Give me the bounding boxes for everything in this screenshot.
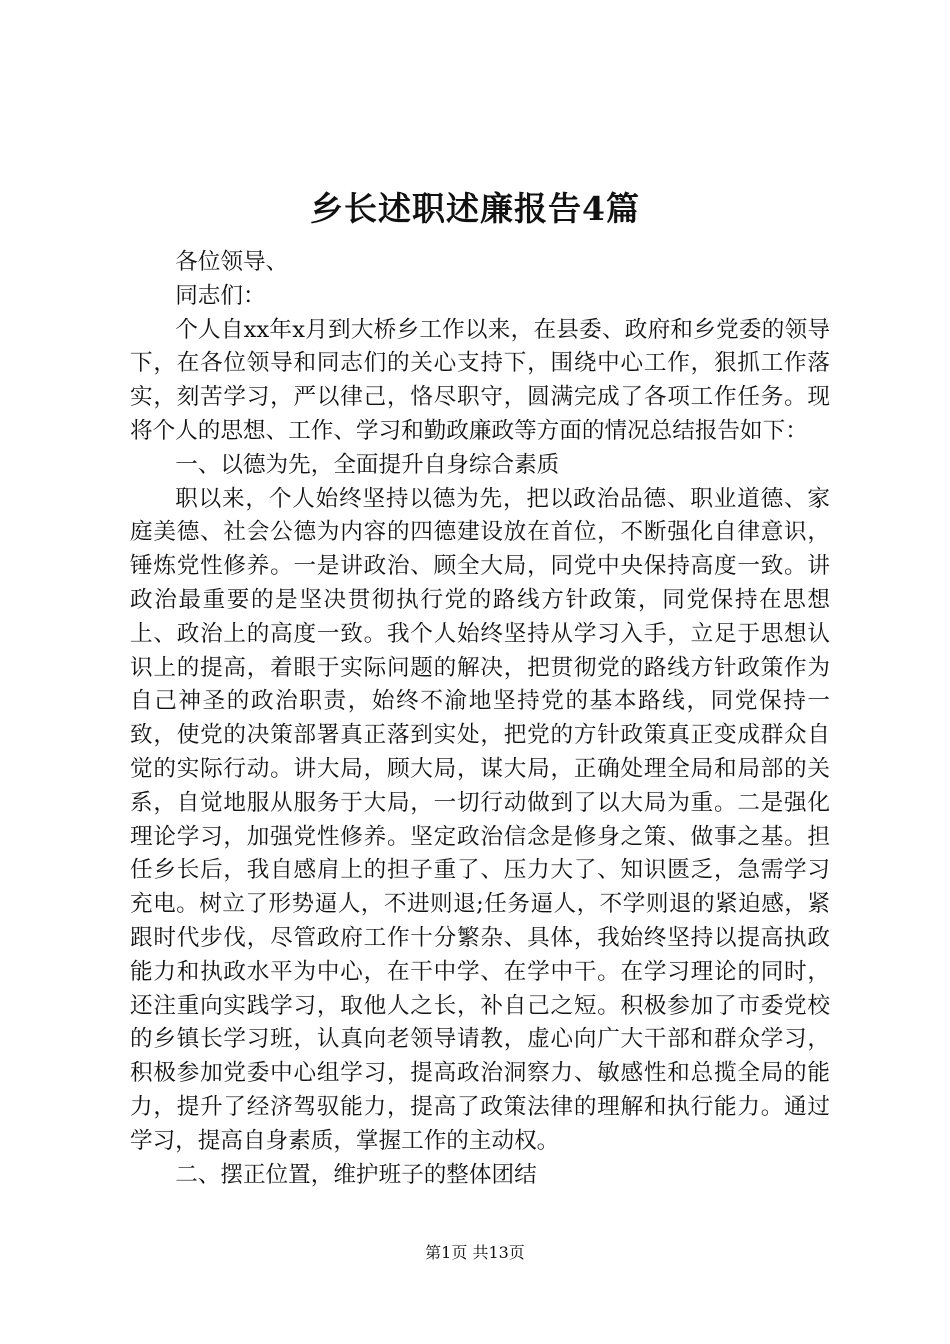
section-heading: 二、摆正位置，维护班子的整体团结: [175, 1161, 537, 1188]
section-heading: 一、以德为先，全面提升自身综合素质: [175, 451, 560, 478]
body-paragraph: 个人自xx年x月到大桥乡工作以来，在县委、政府和乡党委的领导下，在各位领导和同志们的关心支持下，围绕中心工作，狠抓工作落实，刻苦学习，严以律己，恪尽职守，圆满完成了各项工作任务。现将个人的思想、工作、学习和勤政廉政等方面的情况总结报告如下：: [130, 316, 830, 444]
page-title: 乡长述职述廉报告4篇: [310, 189, 640, 228]
salutation-line: 各位领导、: [175, 249, 289, 275]
document-body: [130, 246, 830, 1192]
page-footer: 第1页 共13页: [425, 1243, 525, 1262]
body-paragraph: 职以来，个人始终坚持以德为先，把以政治品德、职业道德、家庭美德、社会公德为内容的四德建设放在首位，不断强化自律意识，锤炼党性修养。一是讲政治、顾全大局，同党中央保持高度一致。讲政治最重要的是坚决贯彻执行党的路线方针政策，同党保持在思想上、政治上的高度一致。我个人始终坚持从学习入手，立足于思想认识上的提高，着眼于实际问题的解决，把贯彻党的路线方针政策作为自己神圣的政治职责，始终不渝地坚持党的基本路线，同党保持一致，使党的决策部署真正落到实处，把党的方针政策真正变成群众自觉的实际行动。讲大局，顾大局，谋大局，正确处理全局和局部的关系，自觉地服从服务于大局，一切行动做到了以大局为重。二是强化理论学习，加强党性修养。坚定政治信念是修身之策、做事之基。担任乡长后，我自感肩上的担子重了、压力大了、知识匮乏，急需学习充电。树立了形势逼人，不进则退;任务逼人，不学则退的紧迫感，紧跟时代步伐，尽管政府工作十分繁杂、具体，我始终坚持以提高执政能力和执政水平为中心，在干中学、在学中干。在学习理论的同时，还注重向实践学习，取他人之长，补自己之短。积极参加了市委党校的乡镇长学习班，认真向老领导请教，虚心向广大干部和群众学习，积极参加党委中心组学习，提高政治洞察力、敏感性和总揽全局的能力，提升了经济驾驭能力，提高了政策法律的理解和执行能力。通过学习，提高自身素质，掌握工作的主动权。: [130, 485, 830, 1154]
salutation-line: 同志们：: [175, 282, 266, 309]
